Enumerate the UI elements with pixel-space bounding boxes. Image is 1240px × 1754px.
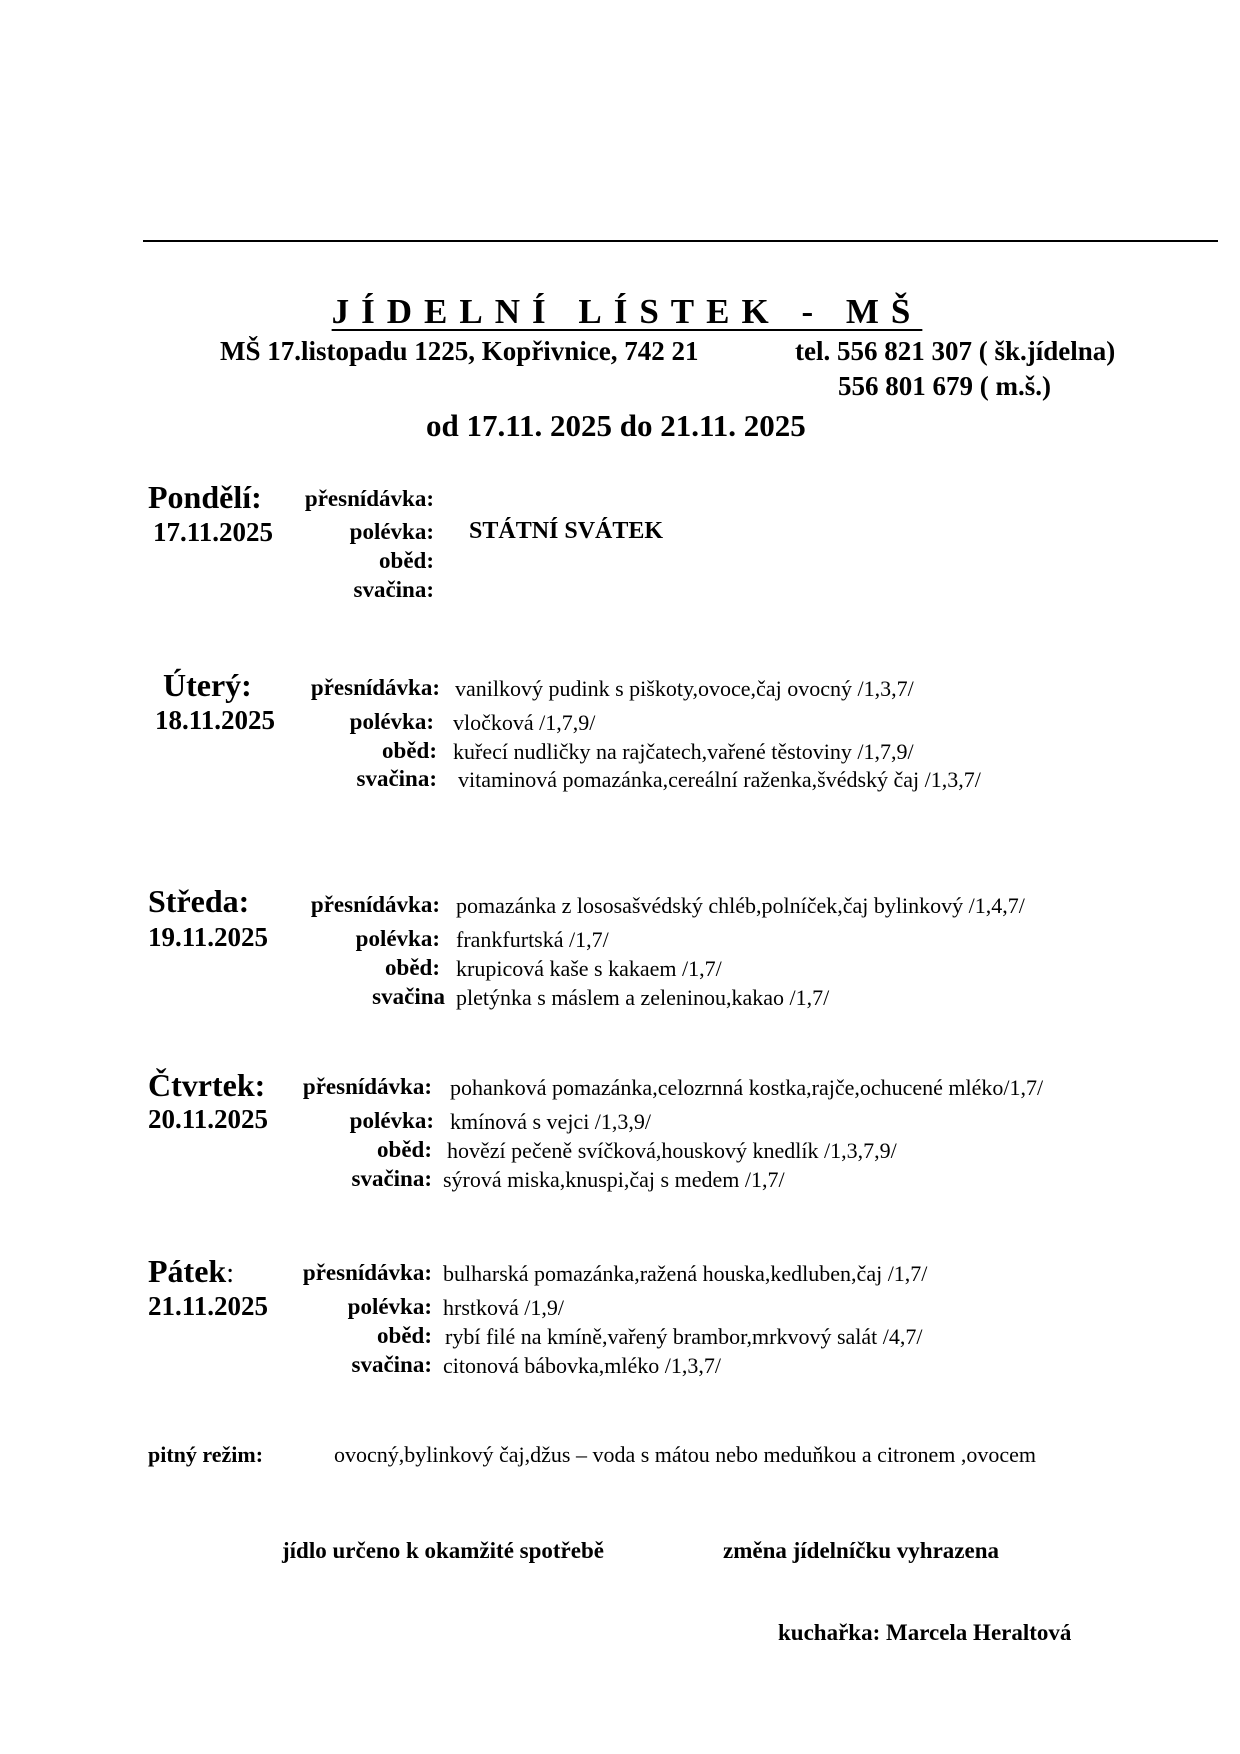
day-name: Středa: bbox=[148, 883, 250, 919]
meal-snack-afternoon: pletýnka s máslem a zeleninou,kakao /1,7/ bbox=[456, 985, 830, 1010]
day-name: Pondělí: bbox=[148, 479, 262, 515]
meal-lunch: hovězí pečeně svíčková,houskový knedlík /1,3,7,9/ bbox=[447, 1138, 897, 1163]
meal-soup: frankfurtská /1,7/ bbox=[456, 927, 609, 952]
date-range: od 17.11. 2025 do 21.11. 2025 bbox=[426, 408, 806, 443]
meal-snack-morning: pohanková pomazánka,celozrnná kostka,rajče,ochucené mléko/1,7/ bbox=[450, 1075, 1044, 1100]
meal-lunch: kuřecí nudličky na rajčatech,vařené těstoviny /1,7,9/ bbox=[453, 739, 914, 764]
holiday-note: STÁTNÍ SVÁTEK bbox=[469, 518, 664, 544]
day-date: 19.11.2025 bbox=[148, 922, 269, 952]
day-date: 18.11.2025 bbox=[155, 705, 276, 735]
label-snack-afternoon: svačina: bbox=[356, 766, 437, 791]
label-soup: polévka: bbox=[349, 519, 434, 544]
label-lunch: oběd: bbox=[385, 955, 440, 980]
label-snack-morning: přesnídávka: bbox=[310, 892, 440, 917]
label-snack-morning: přesnídávka: bbox=[302, 1074, 432, 1099]
label-snack-morning: přesnídávka: bbox=[310, 675, 440, 700]
school-address: MŠ 17.listopadu 1225, Kopřivnice, 742 21 bbox=[220, 336, 699, 366]
meal-snack-afternoon: vitaminová pomazánka,cereální raženka,švédský čaj /1,3,7/ bbox=[458, 767, 981, 792]
day-name: Úterý: bbox=[163, 667, 252, 703]
meal-lunch: rybí filé na kmíně,vařený brambor,mrkvový salát /4,7/ bbox=[445, 1324, 923, 1349]
meal-snack-afternoon: citonová bábovka,mléko /1,3,7/ bbox=[443, 1353, 721, 1378]
label-soup: polévka: bbox=[355, 926, 440, 951]
label-lunch: oběd: bbox=[377, 1137, 432, 1162]
label-snack-afternoon: svačina: bbox=[353, 577, 434, 602]
meal-snack-morning: bulharská pomazánka,ražená houska,kedluben,čaj /1,7/ bbox=[443, 1261, 928, 1286]
label-snack-afternoon: svačina: bbox=[351, 1352, 432, 1377]
meal-snack-afternoon: sýrová miska,knuspi,čaj s medem /1,7/ bbox=[443, 1167, 785, 1192]
day-date: 20.11.2025 bbox=[148, 1104, 269, 1134]
label-snack-morning: přesnídávka: bbox=[304, 486, 434, 511]
meal-snack-morning: pomazánka z lososašvédský chléb,polníček,čaj bylinkový /1,4,7/ bbox=[456, 893, 1025, 918]
label-snack-morning: přesnídávka: bbox=[302, 1260, 432, 1285]
meal-snack-morning: vanilkový pudink s piškoty,ovoce,čaj ovocný /1,3,7/ bbox=[455, 676, 914, 701]
day-date: 21.11.2025 bbox=[148, 1291, 269, 1321]
label-lunch: oběd: bbox=[382, 738, 437, 763]
label-soup: polévka: bbox=[349, 1108, 434, 1133]
day-name: Čtvrtek: bbox=[148, 1067, 266, 1103]
label-lunch: oběd: bbox=[377, 1323, 432, 1348]
cook-signature: kuchařka: Marcela Heraltová bbox=[778, 1620, 1072, 1645]
label-lunch: oběd: bbox=[379, 548, 434, 573]
phone-canteen: tel. 556 821 307 ( šk.jídelna) bbox=[795, 336, 1116, 366]
label-soup: polévka: bbox=[349, 709, 434, 734]
menu-title: JÍDELNÍ LÍSTEK - MŠ bbox=[331, 292, 923, 331]
day-date: 17.11.2025 bbox=[153, 517, 274, 547]
label-soup: polévka: bbox=[347, 1294, 432, 1319]
drinks-value: ovocný,bylinkový čaj,džus – voda s mátou nebo meduňkou a citronem ,ovocem bbox=[334, 1442, 1037, 1467]
meal-soup: vločková /1,7,9/ bbox=[453, 710, 596, 735]
day-name: Pátek: bbox=[148, 1253, 234, 1289]
phone-school: 556 801 679 ( m.š.) bbox=[838, 371, 1051, 401]
drinks-label: pitný režim: bbox=[148, 1442, 264, 1467]
header-rule bbox=[143, 240, 1218, 242]
label-snack-afternoon: svačina bbox=[372, 984, 445, 1009]
footer-note-consumption: jídlo určeno k okamžité spotřebě bbox=[282, 1538, 604, 1563]
footer-note-changes: změna jídelníčku vyhrazena bbox=[723, 1538, 999, 1563]
meal-soup: kmínová s vejci /1,3,9/ bbox=[450, 1109, 652, 1134]
meal-lunch: krupicová kaše s kakaem /1,7/ bbox=[456, 956, 722, 981]
label-snack-afternoon: svačina: bbox=[351, 1166, 432, 1191]
meal-soup: hrstková /1,9/ bbox=[443, 1295, 564, 1320]
